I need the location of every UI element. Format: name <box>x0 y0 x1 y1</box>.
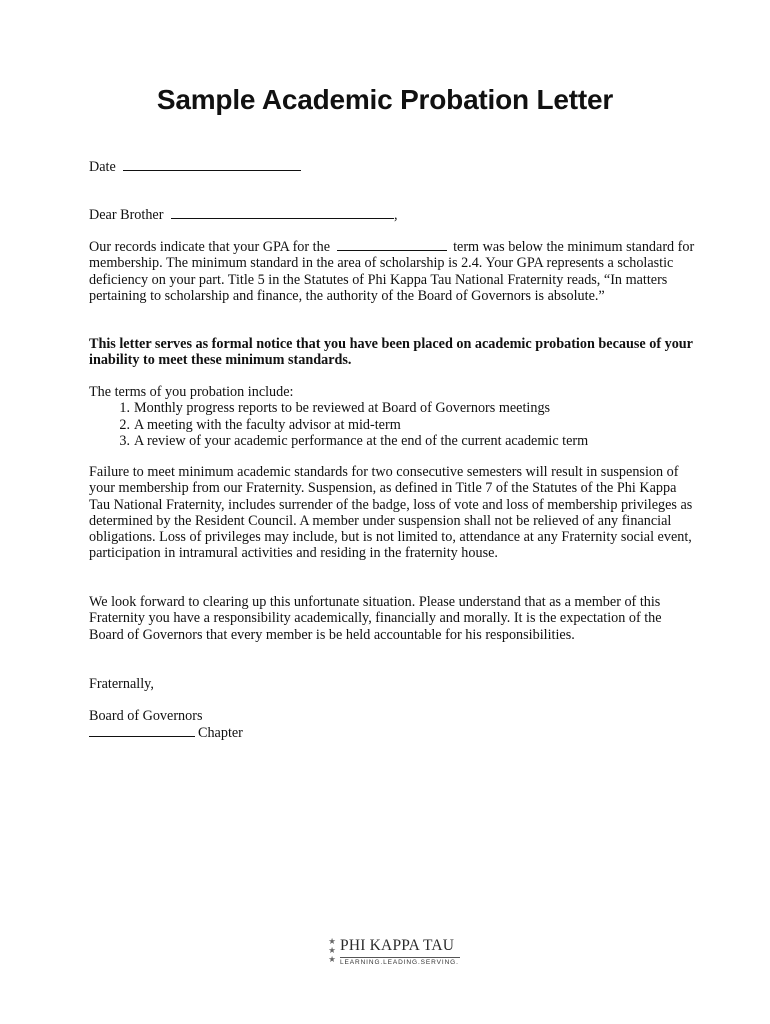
signature-chapter-line <box>89 724 699 741</box>
date-line <box>89 158 699 175</box>
logo-tagline: LEARNING.LEADING.SERVING. <box>340 959 459 966</box>
logo-divider <box>340 957 460 958</box>
signature-block <box>89 708 699 742</box>
salutation <box>89 206 699 223</box>
list-item-text: Monthly progress reports to be reviewed at Board of Governors meetings <box>134 400 551 417</box>
list-item-number: 1. <box>119 400 130 417</box>
paragraph-gpa <box>89 238 699 304</box>
probation-notice: This letter serves as formal notice that you have been placed on academic probation because of your inability to meet these minimum standards. <box>89 336 693 369</box>
signature-chapter-suffix: Chapter <box>198 725 243 742</box>
list-item <box>119 432 699 449</box>
paragraph-failure: Failure to meet minimum academic standards for two consecutive semesters will result in suspension of your membership from our Fraternity. Suspension, as defined in Title 7 of the Statutes of the Phi Kappa Tau National Fraternity, includes surrender of the badge, loss of vote and loss of membership privileges as determined by the Resident Council. A member under suspension shall not be relieved of any financial obligations. Loss of privileges may include, but is not limited to, attendance at any Fraternity social event, participation in intramural activities and residing in the fraternity house. <box>89 464 693 562</box>
date-label: Date <box>89 159 116 175</box>
brother-name-blank[interactable] <box>171 206 394 219</box>
stars-icon: ★ ★ ★ <box>328 936 336 964</box>
paragraph-gpa-part1: Our records indicate that your GPA for the <box>89 239 330 255</box>
closing: Fraternally, <box>89 676 154 692</box>
list-item-text: A meeting with the faculty advisor at mid-term <box>134 416 401 433</box>
paragraph-forward: We look forward to clearing up this unfortunate situation. Please understand that as a member of this Fraternity you have a responsibility academically, financially and morally. It is the expectation of the Board of Governors that every member is be held accountable for his responsibilities. <box>89 594 662 643</box>
salutation-prefix: Dear Brother <box>89 207 164 223</box>
list-item-text: A review of your academic performance at the end of the current academic term <box>134 432 589 449</box>
list-item <box>119 416 699 433</box>
fraternity-logo <box>322 937 462 973</box>
salutation-suffix: , <box>394 207 398 223</box>
date-blank[interactable] <box>123 158 301 171</box>
list-item-number: 2. <box>119 416 130 433</box>
list-item <box>119 400 699 417</box>
terms-list <box>89 400 699 449</box>
terms-section <box>89 384 699 449</box>
page-title: Sample Academic Probation Letter <box>156 84 614 115</box>
logo-name: PHI KAPPA TAU <box>340 937 455 954</box>
terms-intro: The terms of you probation include: <box>89 384 294 400</box>
chapter-blank[interactable] <box>89 724 195 737</box>
term-blank[interactable] <box>337 238 447 251</box>
signature-board: Board of Governors <box>89 708 203 724</box>
paragraph-gpa-part2: term was below the minimum standard for membership. The minimum standard in the area of scholarship is 2.4. Your GPA represents a scholastic deficiency on your part. Title 5 in the Statutes of Phi Kappa Tau National Fraternity reads, “In matters pertaining to scholarship and finance, the authority of the Board of Governors is absolute.” <box>89 239 695 304</box>
list-item-number: 3. <box>119 432 130 449</box>
